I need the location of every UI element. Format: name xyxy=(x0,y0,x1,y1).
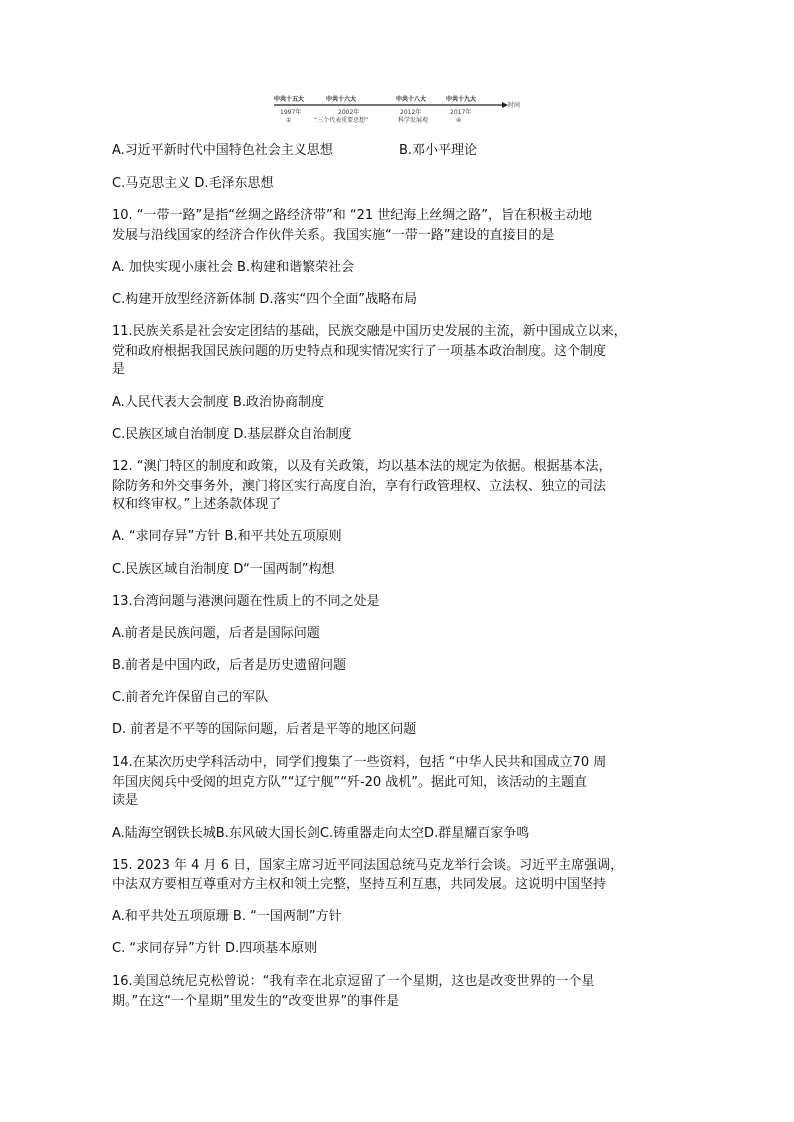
note-3: 科学发展观 xyxy=(398,117,429,124)
q10-option-cd: C.构建开放型经济新体制 D.落实“四个全面”战略布局 xyxy=(112,292,417,307)
q12-option-cd: C.民族区域自治制度 D“一国两制”构想 xyxy=(112,562,335,577)
question-14-line-1: 14.在某次历史学科活动中，同学们搜集了一些资料，包括 “中华人民共和国成立70 周 xyxy=(112,755,607,770)
timeline-figure xyxy=(270,92,520,126)
q13-option-d: D. 前者是不平等的国际问题，后者是平等的地区问题 xyxy=(112,722,417,737)
question-13: 13.台湾问题与港澳问题在性质上的不同之处是 xyxy=(112,594,380,609)
q13-option-b: B.前者是中国内政，后者是历史遗留问题 xyxy=(112,658,347,673)
question-16-line-2: 期。”在这“一个星期”里发生的“改变世界”的事件是 xyxy=(112,994,400,1009)
q10-option-ab: A. 加快实现小康社会 B.构建和谐繁荣社会 xyxy=(112,260,355,275)
year-2017: 2017年 xyxy=(450,109,472,116)
year-1997: 1997年 xyxy=(280,109,302,116)
question-12-line-2: 除防务和外交事务外，澳门将区实行高度自治，享有行政管理权、立法权、独立的司法 xyxy=(112,479,607,494)
q11-option-ab: A.人民代表大会制度 B.政治协商制度 xyxy=(112,395,324,410)
question-15-line-2: 中法双方要相互尊重对方主权和领土完整，坚持互利互惠，共同发展。这说明中国坚持 xyxy=(112,877,607,892)
question-10-line-1: 10. “一带一路”是指“丝绸之路经济带”和 “21 世纪海上丝绸之路”，旨在积极主动地 xyxy=(112,208,593,223)
question-10-line-2: 发展与沿线国家的经济合作伙伴关系。我国实施“一带一路”建设的直接目的是 xyxy=(112,228,555,243)
q15-option-ab: A.和平共处五项原珊 B. “一国两制”方针 xyxy=(112,909,342,924)
option-cd-line: C.马克思主义 D.毛泽东思想 xyxy=(112,176,274,191)
q12-option-ab: A. “求同存异”方针 B.和平共处五项原则 xyxy=(112,529,342,544)
question-11-line-3: 是 xyxy=(112,362,126,377)
congress-15: 中共十五大 xyxy=(274,96,305,103)
question-15-line-1: 15. 2023 年 4 月 6 日，国家主席习近平同法国总统马克龙举行会谈。习近平主席强调， xyxy=(112,858,624,873)
question-12-line-3: 权和终审权。”上述条款体现了 xyxy=(112,497,282,512)
question-14-line-3: 读是 xyxy=(112,793,139,808)
question-14-line-2: 年国庆阅兵中受阅的坦克方队”“辽宁舰”“歼-20 战机”。据此可知，该活动的主题直 xyxy=(112,775,588,790)
year-2002: 2002年 xyxy=(338,109,360,116)
q14-options: A.陆海空钢铁长城B.东风破大国长剑C.铸重器走向太空D.群星耀百家争鸣 xyxy=(112,826,530,841)
option-a-line: A.习近平新时代中国特色社会主义思想 xyxy=(112,143,333,158)
question-16-line-1: 16.美国总统尼克松曾说：“我有幸在北京逗留了一个星期，这也是改变世界的一个星 xyxy=(112,974,595,989)
question-12-line-1: 12. “澳门特区的制度和政策，以及有关政策，均以基本法的规定为依据。根据基本法， xyxy=(112,459,612,474)
congress-19: 中共十九大 xyxy=(446,96,477,103)
note-2: “三个代表重要思想” xyxy=(314,117,369,124)
question-11-line-2: 党和政府根据我国民族问题的历史特点和现实情况实行了一项基本政治制度。这个制度 xyxy=(112,344,607,359)
option-b-line: B.邓小平理论 xyxy=(399,143,478,158)
congress-18: 中共十八大 xyxy=(396,96,427,103)
timeline-svg xyxy=(270,92,520,126)
question-11-line-1: 11.民族关系是社会安定团结的基础，民族交融是中国历史发展的主流，新中国成立以来， xyxy=(112,324,627,339)
q13-option-c: C.前者允许保留自己的军队 xyxy=(112,690,269,705)
note-4: ④ xyxy=(456,117,462,124)
q15-option-cd: C. “求同存异”方针 D.四项基本原则 xyxy=(112,941,318,956)
note-1: ① xyxy=(286,117,292,124)
q11-option-cd: C.民族区域自治制度 D.基层群众自治制度 xyxy=(112,427,352,442)
congress-16: 中共十六大 xyxy=(326,96,357,103)
q13-option-a: A.前者是民族问题，后者是国际问题 xyxy=(112,626,320,641)
axis-label: 时间 xyxy=(508,102,520,109)
year-2012: 2012年 xyxy=(400,109,422,116)
